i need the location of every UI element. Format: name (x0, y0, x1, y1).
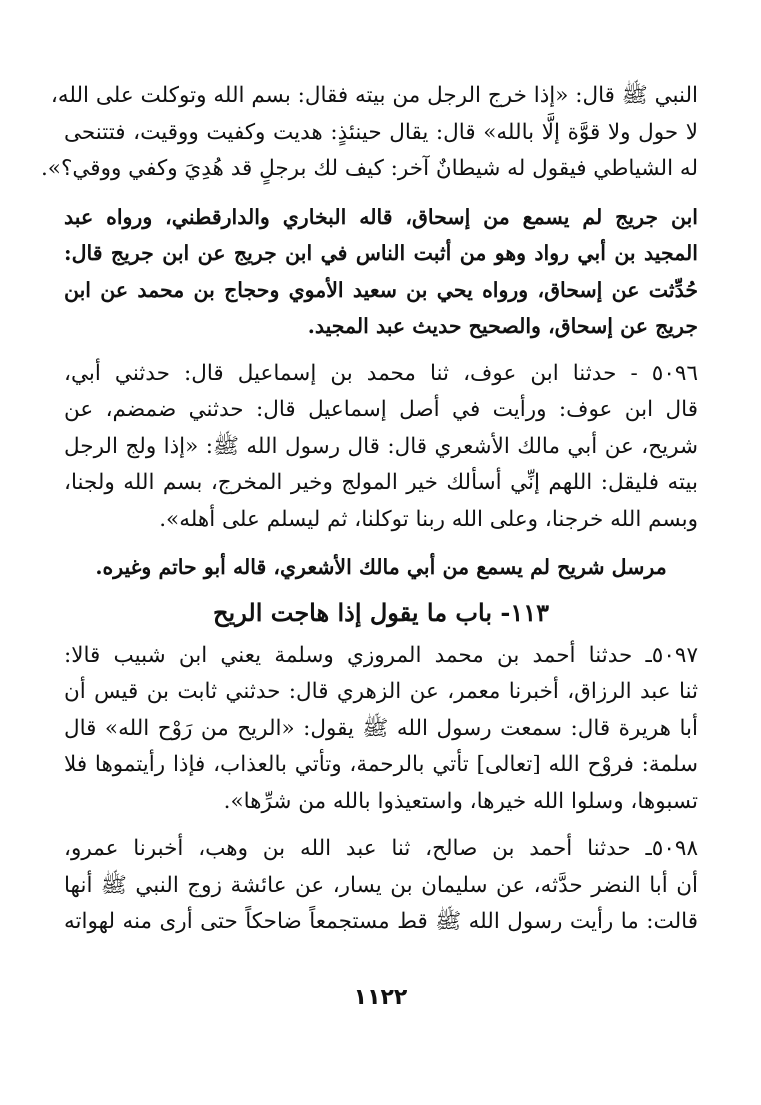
text-line: مرسل شريح لم يسمع من أبي مالك الأشعري، قاله أبو حاتم وغيره. (95, 555, 667, 579)
text-line: وبسم الله خرجنا، وعلى الله ربنا توكلنا، ثم ليسلم على أهله». (159, 506, 698, 532)
text-line: شريح، عن أبي مالك الأشعري قال: قال رسول الله ﷺ: «إذا ولج الرجل (64, 433, 698, 459)
paragraph-commentary-1 (64, 199, 698, 345)
text-line: لا حول ولا قوَّة إلَّا بالله» قال: يقال حينئذٍ: هديت وكفيت ووقيت، فتتنحى (64, 119, 698, 145)
text-line: المجيد بن أبي رواد وهو من أثبت الناس في ابن جريج عن ابن جريج قال: (64, 241, 698, 265)
text-line: أبا هريرة قال: سمعت رسول الله ﷺ يقول: «الريح من رَوْح الله» قال (64, 715, 698, 741)
document-page (40, 78, 698, 941)
paragraph-hadith-5098 (64, 831, 698, 941)
page-number: ١١٢٢ (353, 985, 408, 1010)
text-line: ابن جريج لم يسمع من إسحاق، قاله البخاري والدارقطني، ورواه عبد (64, 204, 698, 229)
text-line: جريج عن إسحاق، والصحيح حديث عبد المجيد. (307, 314, 698, 338)
text-line: ثنا عبد الرزاق، أخبرنا معمر، عن الزهري قال: حدثني ثابت بن قيس أن (64, 679, 698, 704)
paragraph-hadith-5096 (64, 356, 698, 539)
text-line: أن أبا النضر حدَّثه، عن سليمان بن يسار، عن عائشة زوج النبي ﷺ أنها (64, 872, 698, 898)
text-line: ٥٠٩٦ - حدثنا ابن عوف، ثنا محمد بن إسماعيل قال: حدثني أبي، (64, 360, 698, 386)
text-line: حُدِّثت عن إسحاق، ورواه يحي بن سعيد الأموي وحجاج بن محمد عن ابن (64, 277, 698, 302)
text-line: له الشياطي فيقول له شيطانٌ آخر: كيف لك برجلٍ قد هُدِيَ وكفي ووقي؟». (40, 156, 698, 181)
chapter-heading: ١١٣- باب ما يقول إذا هاجت الريح (213, 597, 549, 627)
text-line: قال ابن عوف: ورأيت في أصل إسماعيل قال: حدثني ضمضم، عن (64, 397, 698, 422)
paragraph-hadith-5097 (64, 638, 698, 821)
text-line: سلمة: فروْح الله [تعالى] تأتي بالرحمة، وتأتي بالعذاب، فإذا رأيتموها فلا (64, 752, 698, 777)
text-line: ٥٠٩٨ـ حدثنا أحمد بن صالح، ثنا عبد الله بن وهب، أخبرنا عمرو، (64, 836, 698, 861)
text-line: ٥٠٩٧ـ حدثنا أحمد بن محمد المروزي وسلمة يعني ابن شبيب قالا: (64, 642, 698, 668)
paragraph-commentary-2 (64, 549, 698, 586)
paragraph-hadith-continuation (40, 78, 698, 188)
text-line: النبي ﷺ قال: «إذا خرج الرجل من بيته فقال: بسم الله وتوكلت على الله، (50, 83, 698, 108)
text-line: قالت: ما رأيت رسول الله ﷺ قط مستجمعاً ضاحكاً حتى أرى منه لهواته (64, 909, 698, 934)
text-line: تسبوها، وسلوا الله خيرها، واستعيذوا بالله من شرِّها». (223, 788, 698, 814)
text-line: بيته فليقل: اللهم إنِّي أسألك خير المولج وخير المخرج، بسم الله ولجنا، (64, 470, 698, 495)
